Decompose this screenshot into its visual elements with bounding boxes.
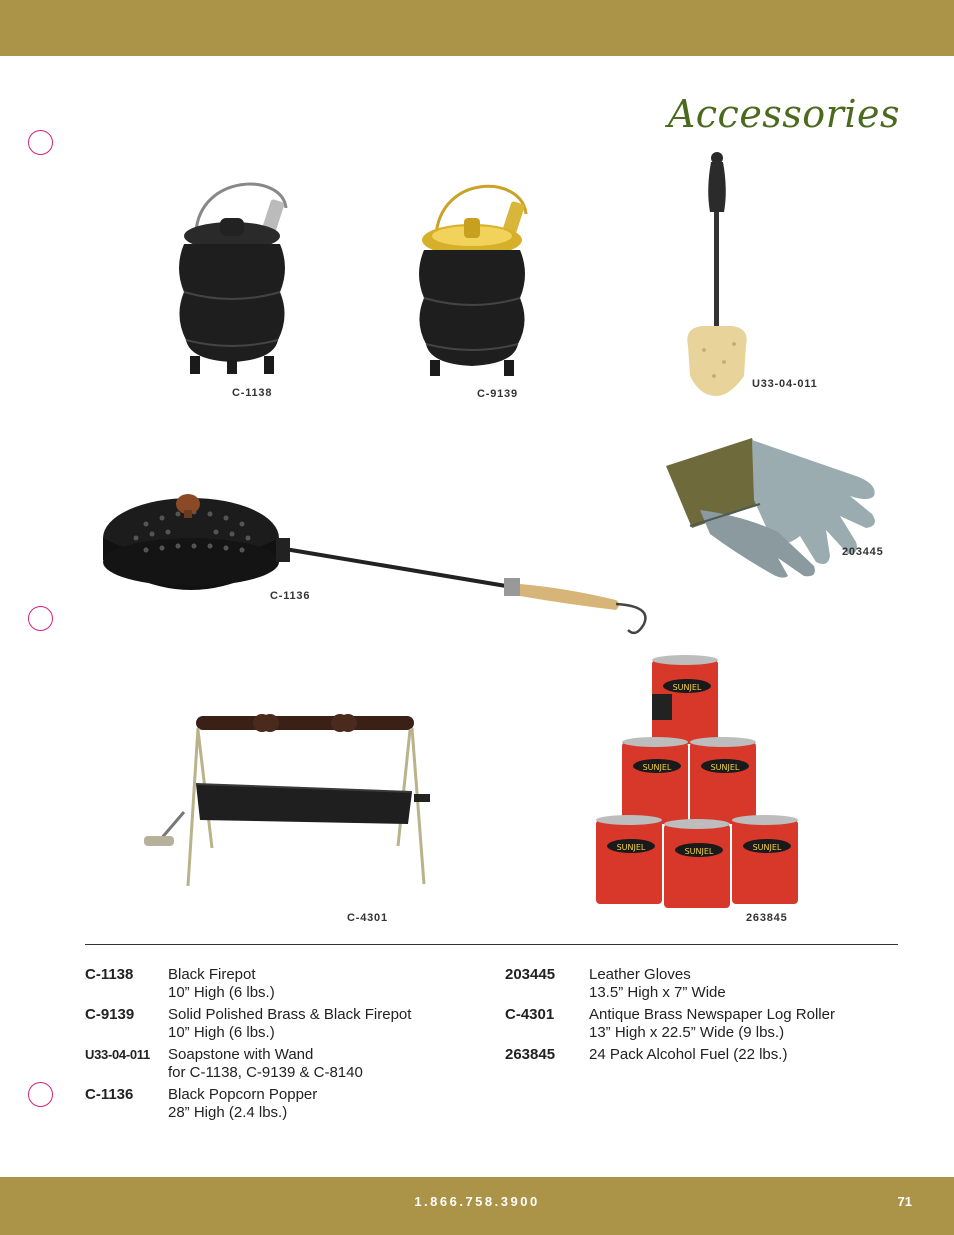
- spec-item: [85, 1006, 465, 1046]
- black-firepot-image: [170, 178, 300, 380]
- header-band: [0, 0, 954, 56]
- spec-name: Black Popcorn Popper: [168, 1086, 318, 1103]
- brass-firepot-image: [412, 180, 542, 380]
- can-brand-label: SUNJEL: [642, 763, 672, 772]
- spec-detail: 13” High x 22.5” Wide (9 lbs.): [589, 1024, 785, 1041]
- soapstone-wand-image: [680, 150, 760, 400]
- spec-code: 263845: [505, 1046, 556, 1063]
- spec-name: Soapstone with Wand: [168, 1046, 314, 1063]
- product-code-label: C-1138: [232, 387, 273, 399]
- spec-name: Leather Gloves: [589, 966, 691, 983]
- spec-item: [505, 966, 905, 1006]
- spec-detail: for C-1138, C-9139 & C-8140: [168, 1064, 363, 1081]
- spec-name: Antique Brass Newspaper Log Roller: [589, 1006, 835, 1023]
- product-code-label: 203445: [842, 546, 884, 558]
- spec-code: U33-04-011: [85, 1047, 150, 1062]
- product-code-label: C-4301: [347, 912, 388, 924]
- spec-name: 24 Pack Alcohol Fuel (22 lbs.): [589, 1046, 788, 1063]
- spec-code: 203445: [505, 966, 556, 983]
- can-brand-label: SUNJEL: [752, 843, 782, 852]
- spec-detail: 28” High (2.4 lbs.): [168, 1104, 288, 1121]
- newspaper-log-roller-image: [140, 708, 440, 894]
- divider-rule: [85, 944, 898, 945]
- page-title: Accessories: [667, 92, 900, 136]
- spec-name: Solid Polished Brass & Black Firepot: [168, 1006, 412, 1023]
- product-code-label: C-1136: [270, 590, 311, 602]
- footer-phone: 1.866.758.3900: [414, 1194, 540, 1209]
- punch-hole-marker: [28, 1082, 53, 1107]
- can-brand-label: SUNJEL: [710, 763, 740, 772]
- product-code-label: 263845: [746, 912, 788, 924]
- alcohol-fuel-cans-image: [592, 654, 804, 912]
- spec-item: [85, 1086, 465, 1126]
- spec-item: [85, 966, 465, 1006]
- spec-detail: 13.5” High x 7” Wide: [589, 984, 726, 1001]
- page-number: 71: [897, 1194, 912, 1209]
- punch-hole-marker: [28, 606, 53, 631]
- spec-code: C-4301: [505, 1006, 555, 1023]
- can-brand-label: SUNJEL: [616, 843, 646, 852]
- can-brand-label: SUNJEL: [672, 683, 702, 692]
- spec-name: Black Firepot: [168, 966, 256, 983]
- spec-code: C-1138: [85, 966, 134, 983]
- product-code-label: U33-04-011: [752, 378, 818, 390]
- can-brand-label: SUNJEL: [684, 847, 714, 856]
- spec-code: C-9139: [85, 1006, 135, 1023]
- spec-detail: 10” High (6 lbs.): [168, 984, 275, 1001]
- spec-detail: 10” High (6 lbs.): [168, 1024, 275, 1041]
- product-code-label: C-9139: [477, 388, 518, 400]
- punch-hole-marker: [28, 130, 53, 155]
- spec-item: [505, 1006, 905, 1046]
- popcorn-popper-image: [96, 480, 660, 648]
- spec-item: [505, 1046, 905, 1068]
- spec-code: C-1136: [85, 1086, 134, 1103]
- spec-item: [85, 1046, 465, 1086]
